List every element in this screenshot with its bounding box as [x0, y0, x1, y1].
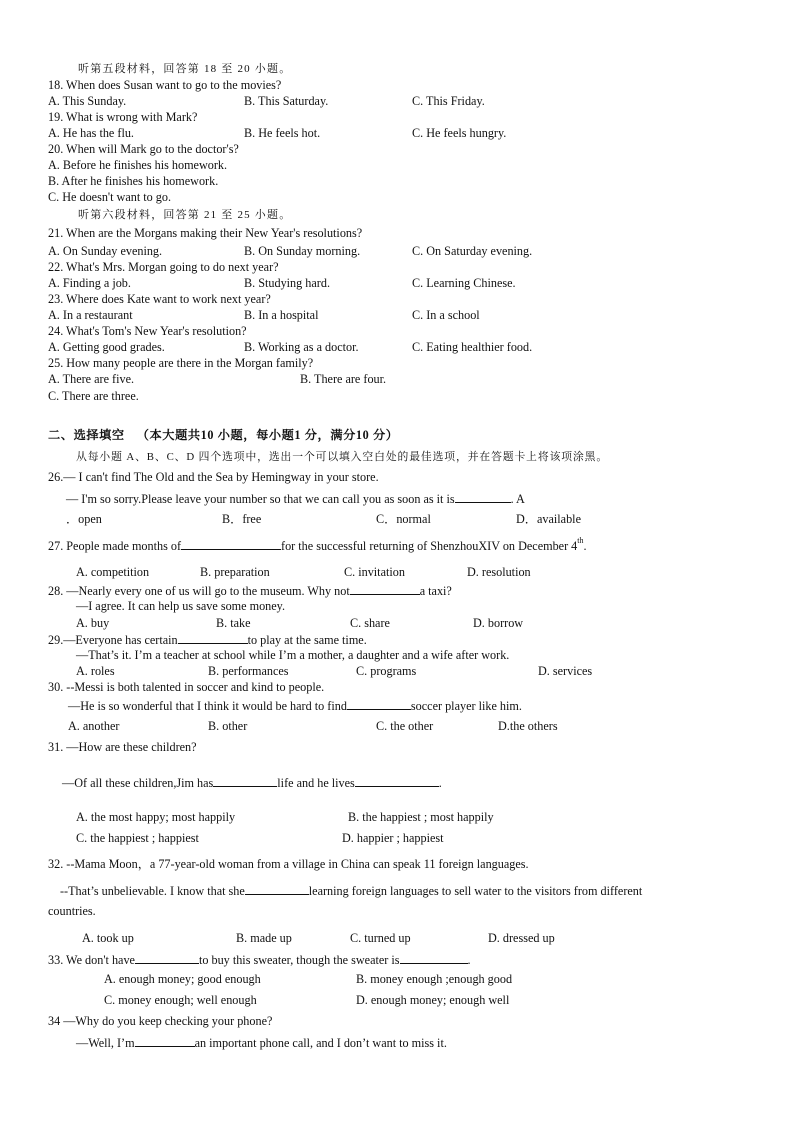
q20-option-a[interactable]: A. Before he finishes his homework. [48, 158, 228, 172]
q32-line1: 32. --Mama Moon，a 77-year-old woman from a village in China can speak 11 foreign languages. [48, 857, 529, 871]
q31-line2-mid: life and he lives [277, 776, 355, 790]
q33-option-c[interactable]: C. money enough; well enough [104, 993, 257, 1007]
q18-option-c[interactable]: C. This Friday. [412, 94, 485, 108]
q27-stem [48, 538, 587, 553]
q33-line1-text: 33. We don't have [48, 953, 135, 967]
q34-line2 [76, 1035, 447, 1050]
q28-option-c[interactable]: C. share [350, 616, 390, 630]
q27-option-c[interactable]: C. invitation [344, 565, 405, 579]
q31-option-d[interactable]: D. happier ; happiest [342, 831, 444, 845]
q30-option-a[interactable]: A. another [68, 719, 120, 733]
q31-line2 [62, 775, 442, 790]
part6-instruction: 听第六段材料，回答第 21 至 25 小题。 [78, 209, 292, 221]
q33-option-a[interactable]: A. enough money; good enough [104, 972, 261, 986]
q23-option-b[interactable]: B. In a hospital [244, 308, 319, 322]
q29-option-a[interactable]: A. roles [76, 664, 115, 678]
q34-line2-text: —Well, I’m [76, 1036, 135, 1050]
q32-option-a[interactable]: A. took up [82, 931, 134, 945]
q19-option-c[interactable]: C. He feels hungry. [412, 126, 507, 140]
q32-option-b[interactable]: B. made up [236, 931, 292, 945]
q21-option-a[interactable]: A. On Sunday evening. [48, 244, 163, 258]
q18-stem: 18. When does Susan want to go to the movies? [48, 78, 282, 92]
section2-score: （本大题共10 小题，每小题1 分，满分10 分） [136, 428, 399, 442]
q34-line2-end: an important phone call, and I don’t want to miss it. [194, 1036, 447, 1050]
q24-option-a[interactable]: A. Getting good grades. [48, 340, 165, 354]
q33-option-d[interactable]: D. enough money; enough well [356, 993, 510, 1007]
q28-option-a[interactable]: A. buy [76, 616, 110, 630]
q26-blank [455, 491, 511, 503]
q19-option-a[interactable]: A. He has the flu. [48, 126, 134, 140]
q26-line2 [66, 491, 525, 506]
section2-instruction: 从每小题 A、B、C、D 四个选项中，选出一个可以填入空白处的最佳选项，并在答题卡上将该项涂黑。 [76, 451, 609, 463]
q20-option-c[interactable]: C. He doesn't want to go. [48, 190, 172, 204]
q33-option-b[interactable]: B. money enough ;enough good [356, 972, 513, 986]
q19-stem: 19. What is wrong with Mark? [48, 110, 198, 124]
q27-option-d[interactable]: D. resolution [467, 565, 531, 579]
q23-option-a[interactable]: A. In a restaurant [48, 308, 133, 322]
q24-stem: 24. What's Tom's New Year's resolution? [48, 324, 247, 338]
q27-blank [181, 538, 281, 550]
q27-stem-end: . [583, 539, 587, 553]
q23-option-c[interactable]: C. In a school [412, 308, 480, 322]
q29-line1 [48, 632, 367, 647]
part5-instruction: 听第五段材料，回答第 18 至 20 小题。 [78, 63, 292, 75]
q31-blank-1 [213, 775, 277, 787]
q27-option-a[interactable]: A. competition [76, 565, 150, 579]
q28-option-b[interactable]: B. take [216, 616, 251, 630]
q28-line1 [48, 583, 452, 598]
q31-blank-2 [355, 775, 439, 787]
q29-option-b[interactable]: B. performances [208, 664, 289, 678]
q30-option-b[interactable]: B. other [208, 719, 248, 733]
q28-blank [350, 583, 420, 595]
q30-line1: 30. --Messi is both talented in soccer and kind to people. [48, 680, 325, 694]
q30-option-d[interactable]: D.the others [498, 719, 558, 733]
q30-line2 [68, 698, 522, 713]
q28-option-d[interactable]: D. borrow [473, 616, 524, 630]
q25-stem: 25. How many people are there in the Morgan family? [48, 356, 314, 370]
q23-stem: 23. Where does Kate want to work next year? [48, 292, 271, 306]
q24-option-c[interactable]: C. Eating healthier food. [412, 340, 533, 354]
q25-option-a[interactable]: A. There are five. [48, 372, 135, 386]
q32-blank [245, 883, 309, 895]
q30-line2-text: —He is so wonderful that I think it would be hard to find [68, 699, 347, 713]
q33-blank-2 [400, 952, 468, 964]
q33-line1 [48, 952, 471, 967]
q30-blank [347, 698, 411, 710]
q19-option-b[interactable]: B. He feels hot. [244, 126, 321, 140]
q18-option-a[interactable]: A. This Sunday. [48, 94, 127, 108]
q21-stem: 21. When are the Morgans making their New Year's resolutions? [48, 226, 363, 240]
q31-line1: 31. —How are these children? [48, 740, 197, 754]
q18-option-b[interactable]: B. This Saturday. [244, 94, 329, 108]
section2-title-text: 二、选择填空 [48, 428, 125, 442]
q27-stem-start: 27. People made months of [48, 539, 182, 553]
q29-option-d[interactable]: D. services [538, 664, 593, 678]
q21-option-c[interactable]: C. On Saturday evening. [412, 244, 533, 258]
q31-line2-end: . [438, 776, 442, 790]
q26-option-b[interactable]: B．free [222, 512, 262, 526]
q33-blank-1 [135, 952, 199, 964]
q33-line1-mid: to buy this sweater, though the sweater is [198, 953, 400, 967]
q22-option-a[interactable]: A. Finding a job. [48, 276, 131, 290]
q20-stem: 20. When will Mark go to the doctor's? [48, 142, 239, 156]
q27-stem-mid: for the successful returning of ShenzhouXIV on December 4 [281, 539, 578, 553]
q34-blank [135, 1035, 195, 1047]
q29-line1-end: to play at the same time. [247, 633, 367, 647]
q24-option-b[interactable]: B. Working as a doctor. [244, 340, 359, 354]
q29-blank [178, 632, 248, 644]
q22-option-b[interactable]: B. Studying hard. [244, 276, 330, 290]
q34-line1: 34 —Why do you keep checking your phone? [48, 1014, 273, 1028]
q29-option-c[interactable]: C. programs [356, 664, 417, 678]
q31-option-a[interactable]: A. the most happy; most happily [76, 810, 236, 824]
q32-option-d[interactable]: D. dressed up [488, 931, 555, 945]
q27-option-b[interactable]: B. preparation [200, 565, 270, 579]
q26-option-a[interactable]: ．open [66, 512, 102, 526]
q32-option-c[interactable]: C. turned up [350, 931, 411, 945]
q31-option-c[interactable]: C. the happiest ; happiest [76, 831, 199, 845]
q28-line1-text: 28. —Nearly every one of us will go to the museum. Why not [48, 584, 350, 598]
q30-line2-end: soccer player like him. [410, 699, 522, 713]
q32-line3: countries. [48, 904, 96, 918]
q26-option-d[interactable]: D．available [516, 512, 581, 526]
q26-line2-text: — I'm so sorry.Please leave your number so that we can call you as soon as it is [66, 492, 455, 506]
q26-option-c[interactable]: C．normal [376, 512, 431, 526]
q20-option-b[interactable]: B. After he finishes his homework. [48, 174, 219, 188]
q32-line2-text: --That’s unbelievable. I know that she [60, 884, 245, 898]
q27-superscript: th [577, 536, 584, 545]
q30-option-c[interactable]: C. the other [376, 719, 434, 733]
q31-option-b[interactable]: B. the happiest ; most happily [348, 810, 494, 824]
q26-line1: 26.— I can't find The Old and the Sea by Hemingway in your store. [48, 470, 379, 484]
q21-option-b[interactable]: B. On Sunday morning. [244, 244, 361, 258]
q22-option-c[interactable]: C. Learning Chinese. [412, 276, 516, 290]
q32-line2 [60, 883, 642, 898]
q28-line2: —I agree. It can help us save some money. [76, 599, 286, 613]
q22-stem: 22. What's Mrs. Morgan going to do next year? [48, 260, 279, 274]
q25-option-b[interactable]: B. There are four. [300, 372, 387, 386]
q29-line1-text: 29.—Everyone has certain [48, 633, 178, 647]
q25-option-c[interactable]: C. There are three. [48, 389, 139, 403]
q31-line2-text: —Of all these children,Jim has [62, 776, 214, 790]
q29-line2: —That’s it. I’m a teacher at school while I’m a mother, a daughter and a wife after work. [76, 648, 510, 662]
q28-line1-end: a taxi? [419, 584, 452, 598]
section2-title [48, 428, 399, 442]
q32-line2-end: learning foreign languages to sell water to the visitors from different [308, 884, 643, 898]
q26-line2-end: . A [510, 492, 525, 506]
q33-line1-end: . [467, 953, 471, 967]
